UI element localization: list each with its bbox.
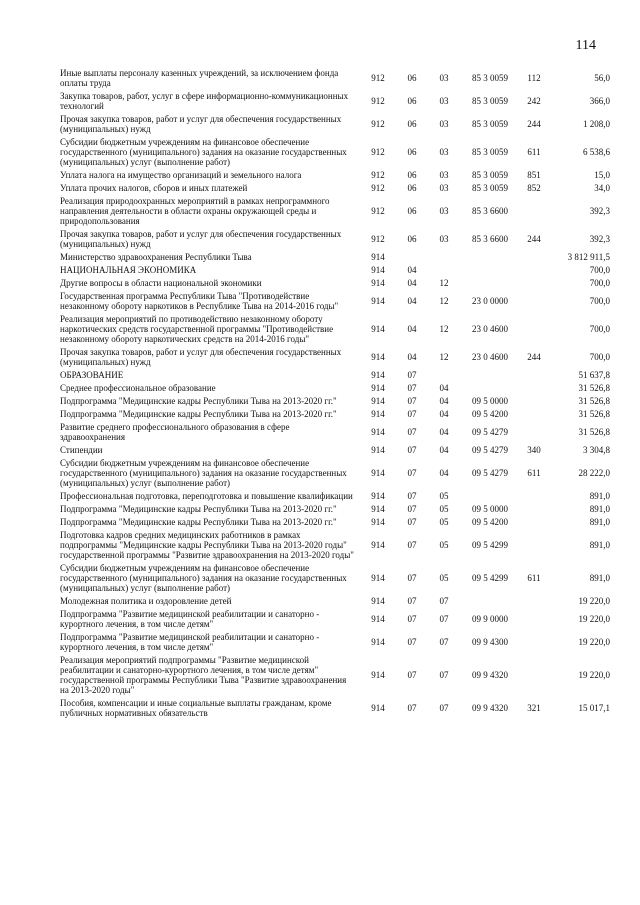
table-row xyxy=(60,180,610,193)
cell-rz: 07 xyxy=(407,427,417,437)
cell-amount: 891,0 xyxy=(589,491,610,501)
cell-vr: 244 xyxy=(527,119,541,129)
cell-amount: 56,0 xyxy=(594,73,610,83)
table-row xyxy=(60,629,610,652)
cell-csr: 09 5 4279 xyxy=(472,445,508,455)
table-row xyxy=(60,226,610,249)
cell-vr xyxy=(520,380,548,393)
cell-ved: 914 xyxy=(371,296,385,306)
cell-pr: 12 xyxy=(439,324,449,334)
cell-csr: 85 3 6600 xyxy=(472,234,508,244)
cell-rz: 06 xyxy=(407,234,417,244)
cell-rz: 07 xyxy=(407,573,417,583)
cell-ved: 914 xyxy=(371,370,385,380)
cell-name: Реализация мероприятий подпрограммы "Развитие медицинской реабилитации и санаторно-курортного лечения, в том числе детям" государственной программы Республики Тыва "Развитие здравоохранения на 2013-2020 годы" xyxy=(60,655,347,695)
cell-name: Подпрограмма "Медицинские кадры Республики Тыва на 2013-2020 гг." xyxy=(60,396,337,406)
table-row xyxy=(60,344,610,367)
cell-rz: 04 xyxy=(407,278,417,288)
table-row xyxy=(60,406,610,419)
cell-vr xyxy=(520,593,548,606)
cell-ved: 914 xyxy=(371,637,385,647)
cell-csr: 09 5 4200 xyxy=(472,409,508,419)
cell-vr: 244 xyxy=(527,234,541,244)
cell-csr: 09 9 0000 xyxy=(472,614,508,624)
cell-csr: 09 5 4279 xyxy=(472,427,508,437)
table-row xyxy=(60,593,610,606)
cell-rz: 06 xyxy=(407,96,417,106)
cell-rz: 07 xyxy=(407,445,417,455)
cell-pr: 03 xyxy=(439,206,449,216)
cell-name: Подпрограмма "Медицинские кадры Республики Тыва на 2013-2020 гг." xyxy=(60,517,337,527)
cell-amount: 28 222,0 xyxy=(578,468,610,478)
cell-pr: 03 xyxy=(439,234,449,244)
cell-name: Уплата налога на имущество организаций и земельного налога xyxy=(60,170,302,180)
cell-rz: 04 xyxy=(407,324,417,334)
cell-rz: 07 xyxy=(407,504,417,514)
cell-name: Пособия, компенсации и иные социальные выплаты гражданам, кроме публичных нормативных обязательств xyxy=(60,698,332,718)
table-row xyxy=(60,442,610,455)
cell-ved: 914 xyxy=(371,445,385,455)
table-row xyxy=(60,652,610,695)
cell-pr: 07 xyxy=(439,614,449,624)
table-row xyxy=(60,288,610,311)
table-row xyxy=(60,275,610,288)
cell-csr: 23 0 4600 xyxy=(472,352,508,362)
cell-ved: 914 xyxy=(371,491,385,501)
cell-rz: 07 xyxy=(407,637,417,647)
table-row xyxy=(60,134,610,167)
cell-csr xyxy=(460,593,520,606)
table-row xyxy=(60,393,610,406)
cell-vr xyxy=(520,193,548,226)
cell-vr xyxy=(520,249,548,262)
cell-name: НАЦИОНАЛЬНАЯ ЭКОНОМИКА xyxy=(60,265,197,275)
cell-amount: 3 812 911,5 xyxy=(567,252,610,262)
cell-name: Реализация природоохранных мероприятий в рамках непрограммного направления деятельности в области охраны окружающей среды и природопользования xyxy=(60,196,330,226)
cell-rz: 06 xyxy=(407,206,417,216)
cell-pr: 05 xyxy=(439,540,449,550)
budget-table xyxy=(60,68,610,718)
cell-name: Среднее профессиональное образование xyxy=(60,383,216,393)
cell-csr: 85 3 0059 xyxy=(472,183,508,193)
cell-name: Развитие среднего профессионального образования в сфере здравоохранения xyxy=(60,422,290,442)
cell-amount: 19 220,0 xyxy=(578,637,610,647)
table-row xyxy=(60,167,610,180)
cell-pr: 03 xyxy=(439,183,449,193)
table-row xyxy=(60,488,610,501)
cell-rz: 06 xyxy=(407,183,417,193)
cell-ved: 914 xyxy=(371,573,385,583)
cell-vr xyxy=(520,514,548,527)
table-row xyxy=(60,514,610,527)
cell-csr: 85 3 0059 xyxy=(472,119,508,129)
cell-rz: 07 xyxy=(407,370,417,380)
cell-ved: 914 xyxy=(371,504,385,514)
cell-amount: 51 637,8 xyxy=(578,370,610,380)
cell-vr xyxy=(520,262,548,275)
cell-rz: 07 xyxy=(407,491,417,501)
cell-amount: 6 538,6 xyxy=(583,147,610,157)
cell-name: Подготовка кадров средних медицинских работников в рамках подпрограммы "Медицинские кадры Республики Тыва на 2013-2020 годы" государственной программы "Развитие здравоохранения на 2013-2020 годы" xyxy=(60,530,354,560)
cell-amount: 366,0 xyxy=(589,96,610,106)
cell-csr xyxy=(460,380,520,393)
cell-vr xyxy=(520,419,548,442)
cell-name: Стипендии xyxy=(60,445,103,455)
cell-pr: 12 xyxy=(439,352,449,362)
cell-csr xyxy=(460,262,520,275)
cell-vr xyxy=(520,501,548,514)
cell-ved: 912 xyxy=(371,234,385,244)
cell-csr: 09 5 4299 xyxy=(472,540,508,550)
cell-name: Подпрограмма "Развитие медицинской реабилитации и санаторно - курортного лечения, в том числе детям" xyxy=(60,609,320,629)
cell-amount: 15 017,1 xyxy=(578,703,610,713)
cell-amount: 891,0 xyxy=(589,517,610,527)
cell-rz: 07 xyxy=(407,468,417,478)
cell-pr: 05 xyxy=(439,517,449,527)
cell-rz: 07 xyxy=(407,383,417,393)
cell-name: ОБРАЗОВАНИЕ xyxy=(60,370,124,380)
table-row xyxy=(60,262,610,275)
cell-name: Подпрограмма "Медицинские кадры Республики Тыва на 2013-2020 гг." xyxy=(60,409,337,419)
table-row xyxy=(60,249,610,262)
cell-vr: 611 xyxy=(527,468,541,478)
cell-vr xyxy=(520,275,548,288)
cell-amount: 19 220,0 xyxy=(578,596,610,606)
cell-rz: 07 xyxy=(407,540,417,550)
cell-pr xyxy=(428,262,460,275)
cell-name: Подпрограмма "Развитие медицинской реабилитации и санаторно - курортного лечения, в том числе детям" xyxy=(60,632,320,652)
cell-name: Уплата прочих налогов, сборов и иных платежей xyxy=(60,183,248,193)
cell-pr: 05 xyxy=(439,573,449,583)
cell-amount: 700,0 xyxy=(589,352,610,362)
cell-rz: 04 xyxy=(407,352,417,362)
cell-ved: 914 xyxy=(371,427,385,437)
cell-vr: 112 xyxy=(527,73,541,83)
cell-vr xyxy=(520,606,548,629)
cell-ved: 914 xyxy=(371,596,385,606)
cell-ved: 912 xyxy=(371,183,385,193)
table-row xyxy=(60,501,610,514)
cell-amount: 19 220,0 xyxy=(578,670,610,680)
cell-pr: 03 xyxy=(439,170,449,180)
cell-vr: 321 xyxy=(527,703,541,713)
cell-pr: 05 xyxy=(439,504,449,514)
cell-rz xyxy=(396,249,428,262)
table-row xyxy=(60,527,610,560)
cell-pr: 03 xyxy=(439,119,449,129)
cell-rz: 07 xyxy=(407,614,417,624)
cell-ved: 914 xyxy=(371,540,385,550)
cell-csr xyxy=(460,488,520,501)
cell-vr xyxy=(520,488,548,501)
cell-vr: 611 xyxy=(527,573,541,583)
cell-rz: 07 xyxy=(407,670,417,680)
cell-ved: 914 xyxy=(371,614,385,624)
cell-pr xyxy=(428,367,460,380)
cell-csr: 09 5 4299 xyxy=(472,573,508,583)
cell-pr: 04 xyxy=(439,396,449,406)
cell-vr: 851 xyxy=(527,170,541,180)
cell-name: Прочая закупка товаров, работ и услуг для обеспечения государственных (муниципальных) нужд xyxy=(60,114,342,134)
cell-ved: 914 xyxy=(371,383,385,393)
table-body xyxy=(60,68,610,718)
table-row xyxy=(60,419,610,442)
cell-amount: 3 304,8 xyxy=(583,445,610,455)
cell-name: Прочая закупка товаров, работ и услуг для обеспечения государственных (муниципальных) нужд xyxy=(60,347,342,367)
cell-amount: 1 208,0 xyxy=(583,119,610,129)
cell-pr: 04 xyxy=(439,427,449,437)
cell-rz: 04 xyxy=(407,265,417,275)
table-row xyxy=(60,560,610,593)
cell-csr: 09 5 4200 xyxy=(472,517,508,527)
cell-csr xyxy=(460,367,520,380)
cell-vr: 244 xyxy=(527,352,541,362)
cell-rz: 06 xyxy=(407,170,417,180)
cell-csr xyxy=(460,275,520,288)
cell-vr xyxy=(520,393,548,406)
cell-name: Закупка товаров, работ, услуг в сфере информационно-коммуникационных технологий xyxy=(60,91,349,111)
cell-csr: 85 3 6600 xyxy=(472,206,508,216)
cell-vr xyxy=(520,629,548,652)
cell-pr: 03 xyxy=(439,96,449,106)
table-row xyxy=(60,88,610,111)
cell-vr xyxy=(520,406,548,419)
cell-name: Субсидии бюджетным учреждениям на финансовое обеспечение государственного (муниципального) задания на оказание государственных (муниципальных) услуг (выполнение работ) xyxy=(60,458,347,488)
cell-amount: 31 526,8 xyxy=(578,409,610,419)
cell-pr: 12 xyxy=(439,278,449,288)
cell-amount: 392,3 xyxy=(589,206,610,216)
cell-amount: 891,0 xyxy=(589,573,610,583)
cell-pr: 07 xyxy=(439,670,449,680)
cell-rz: 06 xyxy=(407,119,417,129)
cell-ved: 914 xyxy=(371,396,385,406)
cell-rz: 07 xyxy=(407,703,417,713)
cell-vr xyxy=(520,527,548,560)
cell-ved: 914 xyxy=(371,703,385,713)
cell-name: Другие вопросы в области национальной экономики xyxy=(60,278,262,288)
table-row xyxy=(60,311,610,344)
cell-ved: 914 xyxy=(371,265,385,275)
cell-amount: 700,0 xyxy=(589,324,610,334)
cell-ved: 914 xyxy=(371,670,385,680)
cell-amount: 700,0 xyxy=(589,278,610,288)
cell-pr: 04 xyxy=(439,409,449,419)
cell-ved: 914 xyxy=(371,517,385,527)
cell-vr: 242 xyxy=(527,96,541,106)
cell-csr: 09 5 0000 xyxy=(472,396,508,406)
cell-amount: 31 526,8 xyxy=(578,383,610,393)
cell-name: Субсидии бюджетным учреждениям на финансовое обеспечение государственного (муниципального) задания на оказание государственных (муниципальных) услуг (выполнение работ) xyxy=(60,137,347,167)
cell-ved: 914 xyxy=(371,409,385,419)
cell-amount: 34,0 xyxy=(594,183,610,193)
cell-csr: 85 3 0059 xyxy=(472,170,508,180)
cell-pr: 04 xyxy=(439,383,449,393)
cell-rz: 07 xyxy=(407,517,417,527)
cell-rz: 06 xyxy=(407,147,417,157)
cell-ved: 912 xyxy=(371,206,385,216)
cell-rz: 07 xyxy=(407,396,417,406)
cell-vr xyxy=(520,652,548,695)
cell-csr: 85 3 0059 xyxy=(472,96,508,106)
cell-name: Подпрограмма "Медицинские кадры Республики Тыва на 2013-2020 гг." xyxy=(60,504,337,514)
cell-rz: 07 xyxy=(407,409,417,419)
cell-ved: 912 xyxy=(371,147,385,157)
cell-csr: 85 3 0059 xyxy=(472,147,508,157)
cell-ved: 912 xyxy=(371,170,385,180)
cell-ved: 914 xyxy=(371,278,385,288)
cell-ved: 914 xyxy=(371,468,385,478)
page-number: 114 xyxy=(575,38,596,53)
cell-pr: 03 xyxy=(439,73,449,83)
table-row xyxy=(60,380,610,393)
cell-pr: 04 xyxy=(439,468,449,478)
cell-ved: 914 xyxy=(371,324,385,334)
table-row xyxy=(60,606,610,629)
cell-csr xyxy=(460,249,520,262)
cell-pr: 07 xyxy=(439,703,449,713)
cell-csr: 23 0 4600 xyxy=(472,324,508,334)
cell-amount: 700,0 xyxy=(589,296,610,306)
cell-csr: 09 9 4320 xyxy=(472,703,508,713)
cell-name: Реализация мероприятий по противодействию незаконному обороту наркотических средств государственной программы "Противодействие незаконному обороту наркотических средств на 2014-2016 годы" xyxy=(60,314,334,344)
cell-rz: 04 xyxy=(407,296,417,306)
table-row xyxy=(60,367,610,380)
cell-ved: 914 xyxy=(371,252,385,262)
cell-pr: 12 xyxy=(439,296,449,306)
cell-pr: 04 xyxy=(439,445,449,455)
cell-vr xyxy=(520,367,548,380)
cell-rz: 07 xyxy=(407,596,417,606)
cell-csr: 09 5 0000 xyxy=(472,504,508,514)
cell-amount: 15,0 xyxy=(594,170,610,180)
cell-csr: 85 3 0059 xyxy=(472,73,508,83)
cell-vr: 852 xyxy=(527,183,541,193)
cell-ved: 912 xyxy=(371,119,385,129)
cell-name: Министерство здравоохранения Республики Тыва xyxy=(60,252,252,262)
cell-amount: 700,0 xyxy=(589,265,610,275)
cell-name: Профессиональная подготовка, переподготовка и повышение квалификации xyxy=(60,491,353,501)
cell-csr: 23 0 0000 xyxy=(472,296,508,306)
cell-rz: 06 xyxy=(407,73,417,83)
cell-name: Государственная программа Республики Тыва "Противодействие незаконному обороту наркотиков в Республике Тыва на 2014-2016 годы" xyxy=(60,291,339,311)
cell-csr: 09 5 4279 xyxy=(472,468,508,478)
cell-amount: 392,3 xyxy=(589,234,610,244)
cell-amount: 19 220,0 xyxy=(578,614,610,624)
cell-amount: 891,0 xyxy=(589,540,610,550)
table-row xyxy=(60,111,610,134)
cell-name: Прочая закупка товаров, работ и услуг для обеспечения государственных (муниципальных) нужд xyxy=(60,229,342,249)
cell-vr: 340 xyxy=(527,445,541,455)
cell-ved: 912 xyxy=(371,73,385,83)
cell-csr: 09 9 4300 xyxy=(472,637,508,647)
cell-vr xyxy=(520,288,548,311)
cell-pr: 03 xyxy=(439,147,449,157)
cell-vr: 611 xyxy=(527,147,541,157)
cell-name: Молодежная политика и оздоровление детей xyxy=(60,596,232,606)
cell-vr xyxy=(520,311,548,344)
table-row xyxy=(60,695,610,718)
cell-pr: 07 xyxy=(439,637,449,647)
cell-pr xyxy=(428,249,460,262)
table-row xyxy=(60,455,610,488)
cell-pr: 05 xyxy=(439,491,449,501)
table-row xyxy=(60,68,610,88)
cell-amount: 891,0 xyxy=(589,504,610,514)
cell-ved: 912 xyxy=(371,96,385,106)
cell-name: Иные выплаты персоналу казенных учреждений, за исключением фонда оплаты труда xyxy=(60,68,339,88)
cell-name: Субсидии бюджетным учреждениям на финансовое обеспечение государственного (муниципального) задания на оказание государственных (муниципальных) услуг (выполнение работ) xyxy=(60,563,347,593)
cell-amount: 31 526,8 xyxy=(578,396,610,406)
cell-pr: 07 xyxy=(439,596,449,606)
table-row xyxy=(60,193,610,226)
cell-ved: 914 xyxy=(371,352,385,362)
cell-csr: 09 9 4320 xyxy=(472,670,508,680)
cell-amount: 31 526,8 xyxy=(578,427,610,437)
